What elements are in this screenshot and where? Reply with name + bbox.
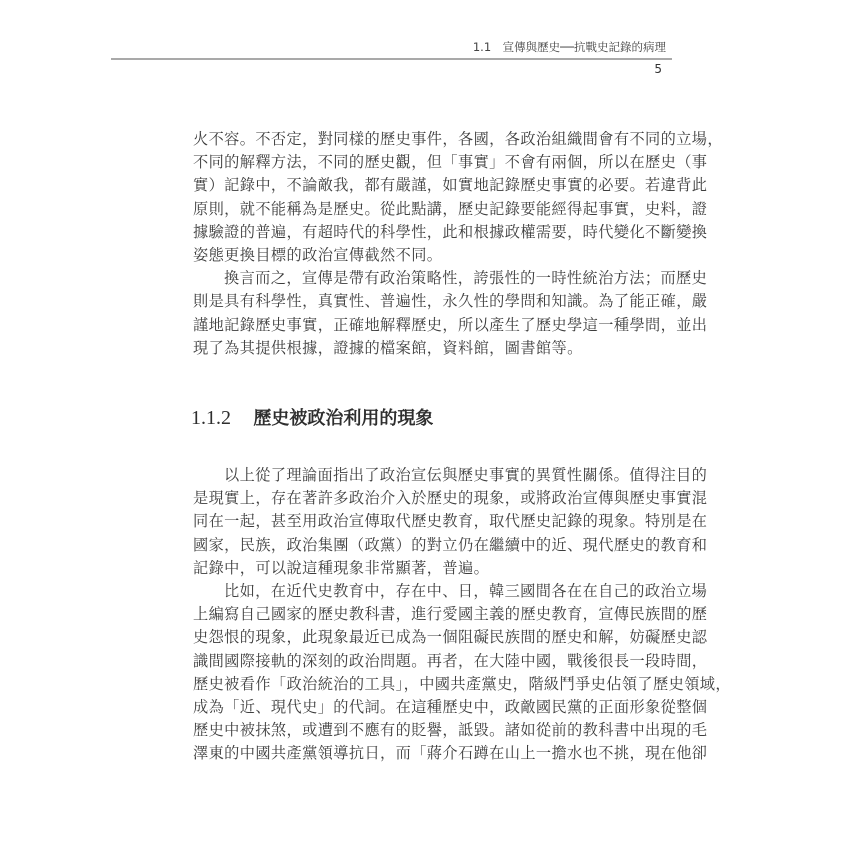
page-number: 5 <box>654 62 662 76</box>
text-line: 比如，在近代史教育中，存在中、日，韓三國間各在在自己的政治立場 <box>224 582 708 601</box>
paragraph <box>193 267 708 360</box>
text-line: 識間國際接軌的深刻的政治問題。再者，在大陸中國，戰後很長一段時間， <box>193 651 708 670</box>
running-header <box>111 38 672 60</box>
text-line: 歷史被看作「政治統治的工具」，中國共產黨史，階級鬥爭史佔領了歷史領域， <box>193 674 731 693</box>
text-line: 據驗證的普遍，有超時代的科學性，此和根據政權需要，時代變化不斷變換 <box>193 222 708 241</box>
paragraph <box>193 580 731 766</box>
text-line: 成為「近、現代史」的代詞。在這種歷史中，政敵國民黨的正面形象從整個 <box>193 698 708 717</box>
paragraph <box>193 128 723 267</box>
text-line: 實）記錄中，不論敵我，都有嚴謹，如實地記錄歷史事實的必要。若違背此 <box>193 176 708 195</box>
section-1-text <box>193 128 723 360</box>
running-title: 1.1 宣傳與歷史──抗戰史記錄的病理 <box>472 40 666 54</box>
text-line: 記錄中，可以說這種現象非常顯著，普遍。 <box>193 558 490 577</box>
section-number: 1.1.2 <box>191 407 231 429</box>
text-line: 謹地記錄歷史事實，正確地解釋歷史，所以產生了歷史學這一種學問，並出 <box>193 315 708 334</box>
paragraph <box>193 464 708 580</box>
text-line: 是現實上，存在著許多政治介入於歷史的現象，或將政治宣傳與歷史事實混 <box>193 489 708 508</box>
text-line: 上編寫自己國家的歷史教科書，進行愛國主義的歷史教育，宣傳民族間的歷 <box>193 605 708 624</box>
text-line: 現了為其提供根據，證據的檔案館，資料館，圖書館等。 <box>193 338 583 357</box>
text-line: 原則，就不能稱為是歷史。從此點講，歷史記錄要能經得起事實，史料，證 <box>193 199 708 218</box>
text-line: 姿態更換目標的政治宣傳截然不同。 <box>193 246 443 265</box>
text-line: 史怨恨的現象，此現象最近已成為一個阻礙民族間的歷史和解，妨礙歷史認 <box>193 628 708 647</box>
text-line: 同在一起，甚至用政治宣傳取代歷史教育，取代歷史記錄的現象。特別是在 <box>193 512 708 531</box>
section-heading <box>191 404 433 430</box>
section-2-text <box>193 464 731 766</box>
text-line: 國家，民族，政治集團（政黨）的對立仍在繼續中的近、現代歷史的教育和 <box>193 535 708 554</box>
text-line: 則是具有科學性，真實性、普遍性，永久性的學問和知識。為了能正確，嚴 <box>193 292 708 311</box>
text-line: 換言而之，宣傳是帶有政治策略性，誇張性的一時性統治方法；而歷史 <box>224 269 708 288</box>
text-line: 歷史中被抹煞，或遭到不應有的貶譽，詆毀。諸如從前的教科書中出現的毛 <box>193 721 708 740</box>
text-line: 不同的解釋方法，不同的歷史觀，但「事實」不會有兩個，所以在歷史（事 <box>193 153 708 172</box>
section-title: 歷史被政治利用的現象 <box>253 408 434 429</box>
text-line: 以上從了理論面指出了政治宣伝與歷史事實的異質性關係。值得注目的 <box>224 466 708 484</box>
text-line: 火不容。不否定，對同樣的歷史事件，各國，各政治組織間會有不同的立場， <box>193 130 723 148</box>
text-line: 澤東的中國共產黨領導抗日，而「蔣介石蹲在山上一擔水也不挑，現在他卻 <box>193 744 708 763</box>
